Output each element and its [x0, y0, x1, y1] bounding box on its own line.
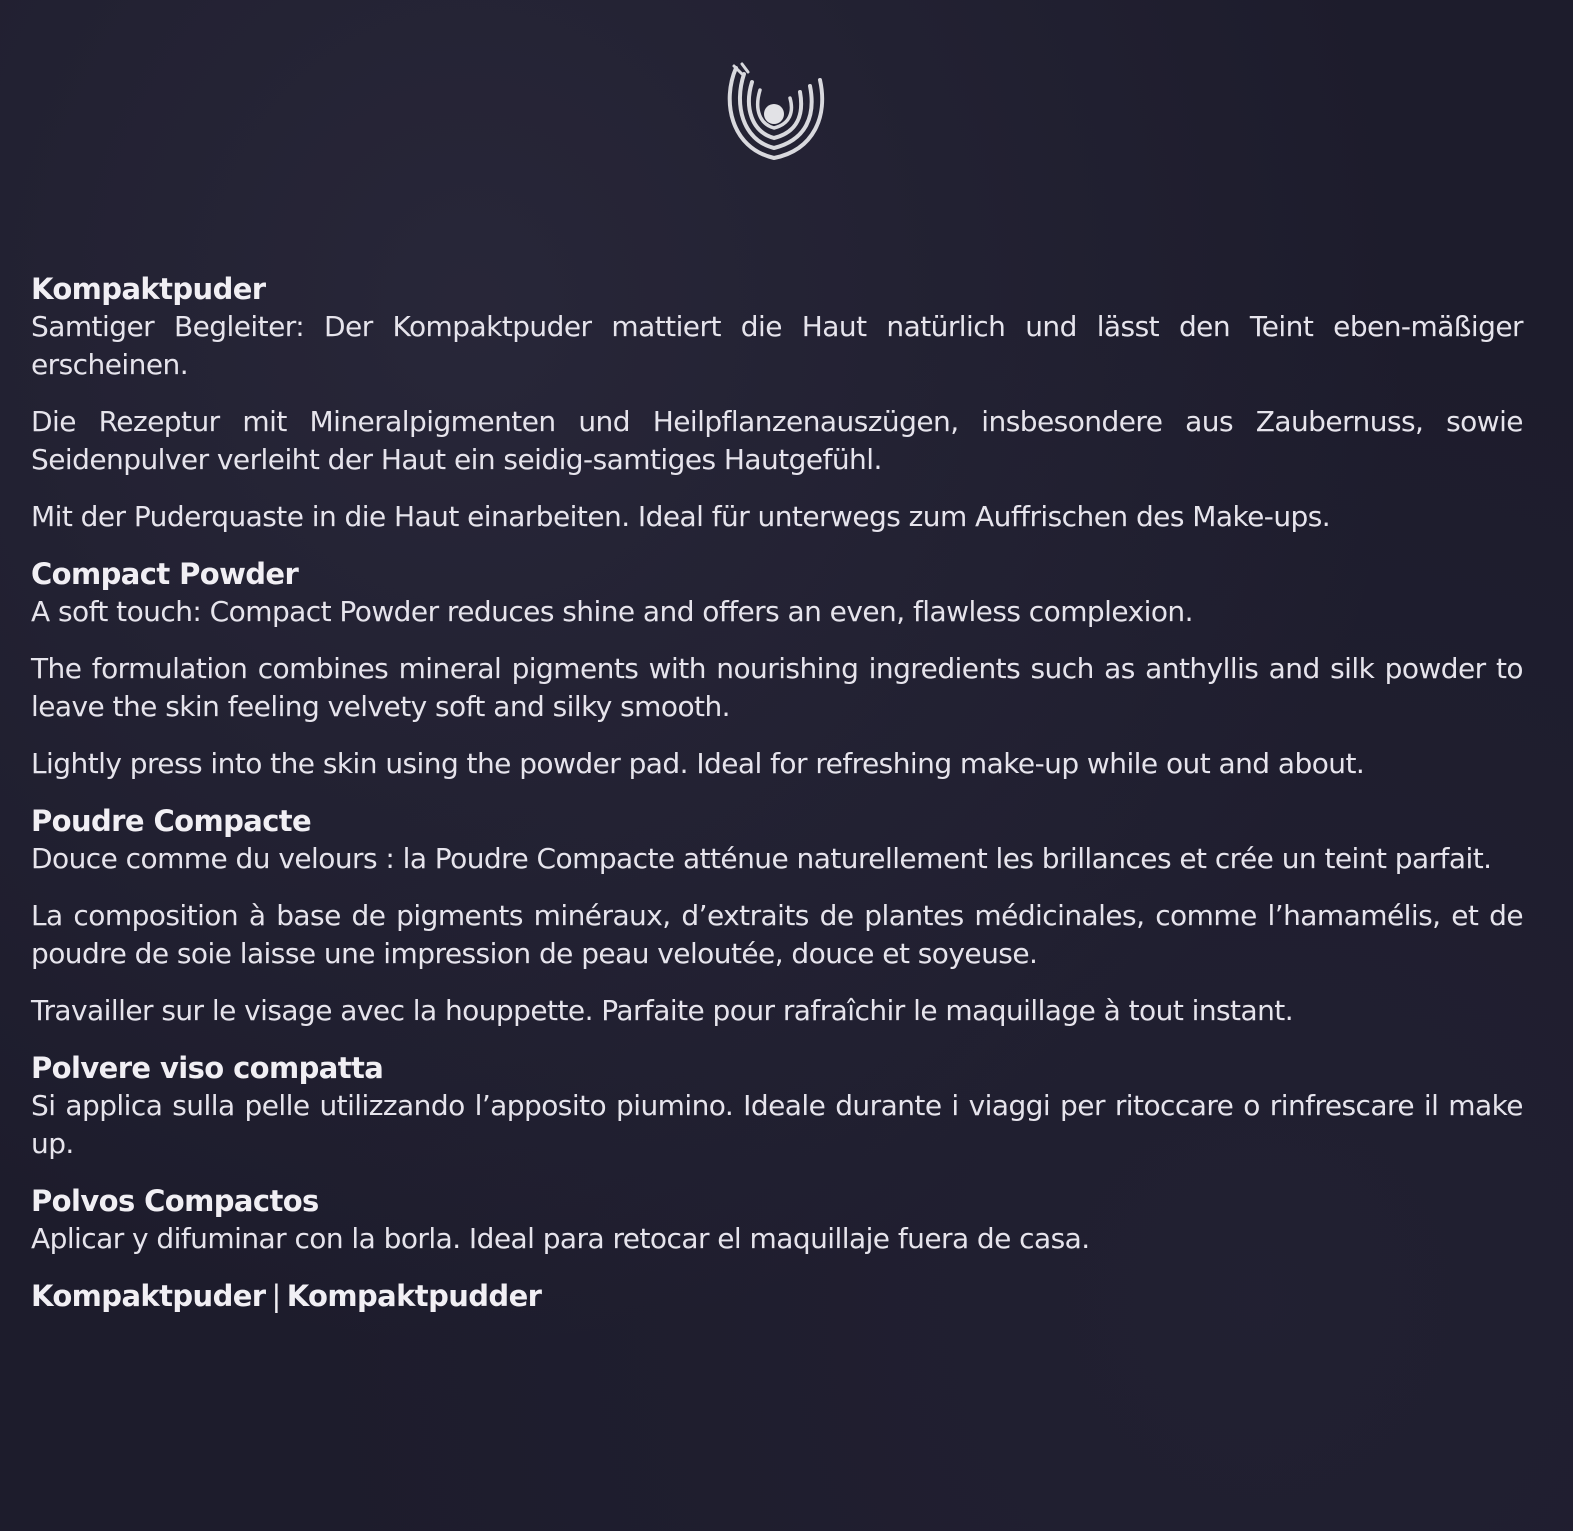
- section-0: [31, 270, 1523, 536]
- section-1: [31, 555, 1523, 783]
- footer-separator: |: [271, 1279, 281, 1313]
- section-paragraph: The formulation combines mineral pigments with nourishing ingredients such as anthyllis and silk powder to leave the skin feeling velvety soft and silky smooth.: [31, 652, 1523, 723]
- section-paragraph: Travailler sur le visage avec la houppette. Parfaite pour rafraîchir le maquillage à tout instant.: [31, 994, 1294, 1027]
- section-heading: Kompaktpuder: [31, 272, 266, 306]
- section-paragraph: La composition à base de pigments minéraux, d’extraits de plantes médicinales, comme l’hamamélis, et de poudre de soie laisse une impression de peau veloutée, douce et soyeuse.: [31, 899, 1523, 970]
- brand-logo: [722, 60, 832, 170]
- section-3: [31, 1049, 1523, 1163]
- footer-name-left: Kompaktpuder: [31, 1279, 266, 1313]
- section-heading: Polvos Compactos: [31, 1184, 319, 1218]
- product-description: [31, 270, 1523, 1315]
- footer-product-names: [31, 1277, 1523, 1315]
- section-paragraph: Mit der Puderquaste in die Haut einarbeiten. Ideal für unterwegs zum Auffrischen des Make-ups.: [31, 500, 1331, 533]
- section-heading: Polvere viso compatta: [31, 1051, 384, 1085]
- section-heading: Poudre Compacte: [31, 804, 312, 838]
- section-4: [31, 1182, 1523, 1258]
- brand-emblem-icon: [722, 60, 832, 170]
- section-paragraph: Lightly press into the skin using the powder pad. Ideal for refreshing make-up while out and about.: [31, 747, 1365, 780]
- section-paragraph: Die Rezeptur mit Mineralpigmenten und Heilpflanzenauszügen, insbesondere aus Zaubernuss, sowie Seidenpulver verleiht der Haut ein seidig-samtiges Hautgefühl.: [31, 405, 1523, 476]
- section-heading: Compact Powder: [31, 557, 299, 591]
- section-paragraph: A soft touch: Compact Powder reduces shine and offers an even, flawless complexion.: [31, 595, 1193, 628]
- section-2: [31, 802, 1523, 1030]
- section-paragraph: Samtiger Begleiter: Der Kompaktpuder mattiert die Haut natürlich und lässt den Teint eben-mäßiger erscheinen.: [31, 310, 1523, 381]
- footer-name-right: Kompaktpudder: [286, 1279, 542, 1313]
- section-paragraph: Douce comme du velours : la Poudre Compacte atténue naturellement les brillances et crée un teint parfait.: [31, 842, 1492, 875]
- section-paragraph: Aplicar y difuminar con la borla. Ideal para retocar el maquillaje fuera de casa.: [31, 1222, 1090, 1255]
- section-paragraph: Si applica sulla pelle utilizzando l’apposito piumino. Ideale durante i viaggi per ritoccare o rinfrescare il make up.: [31, 1089, 1523, 1160]
